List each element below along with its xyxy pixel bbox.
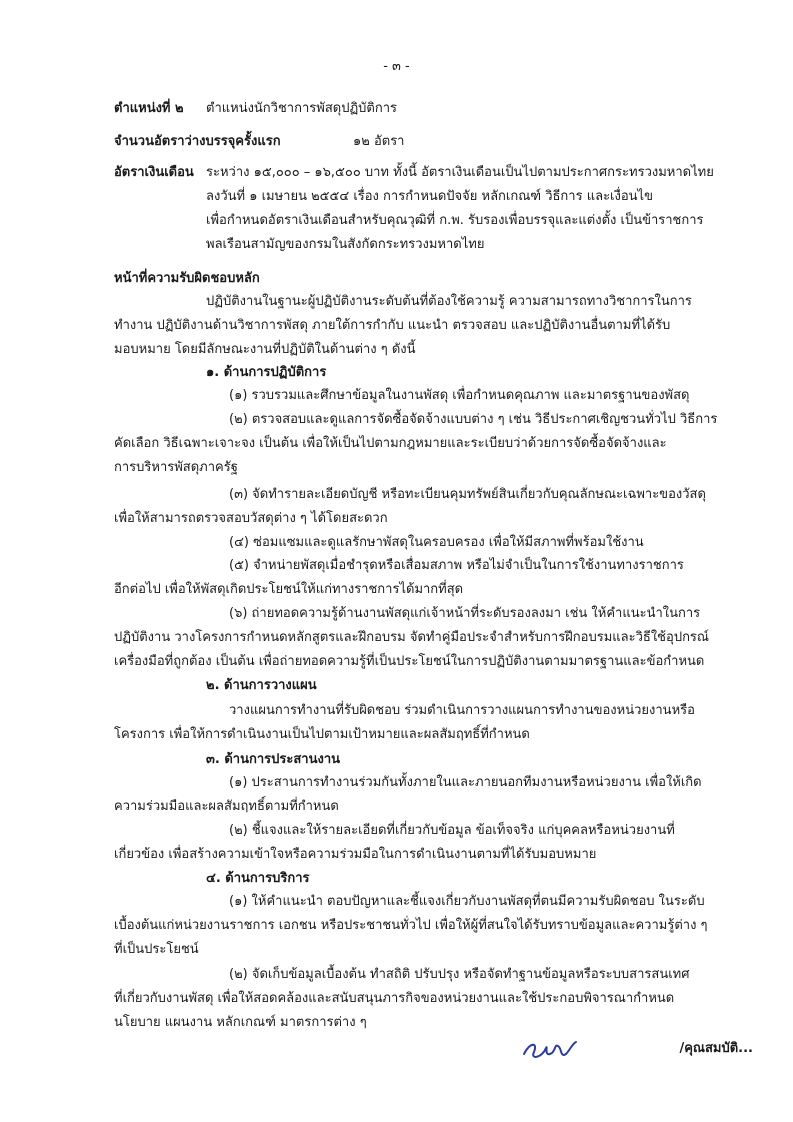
- section-planning-heading: ๒. ด้านการวางแผน: [206, 678, 317, 693]
- salary-line: เพื่อกำหนดอัตราเงินเดือนสำหรับคุณวุฒิที่ ก.พ. รับรองเพื่อบรรจุและแต่งตั้ง เป็นข้าราชการ: [206, 213, 704, 228]
- section-coordination-heading: ๓. ด้านการประสานงาน: [206, 752, 341, 767]
- page-number: - ๓ -: [383, 59, 410, 74]
- operations-item: (๕) จำหน่ายพัสดุเมื่อชำรุดหรือเสื่อมสภาพ หรือไม่จำเป็นในการใช้งานทางราชการ: [229, 558, 684, 573]
- planning-item: โครงการ เพื่อให้การดำเนินงานเป็นไปตามเป้าหมายและผลสัมฤทธิ์ที่กำหนด: [114, 727, 530, 742]
- operations-item: (๖) ถ่ายทอดความรู้ด้านงานพัสดุแก่เจ้าหน้าที่ระดับรองลงมา เช่น ให้คำแนะนำในการ: [229, 606, 701, 621]
- service-item: (๑) ให้คำแนะนำ ตอบปัญหาและชี้แจงเกี่ยวกับงานพัสดุที่ตนมีความรับผิดชอบ ในระดับ: [229, 894, 705, 909]
- vacancies-value: ๑๒ อัตรา: [353, 134, 405, 149]
- operations-item: (๓) จัดทำรายละเอียดบัญชี หรือทะเบียนคุมทรัพย์สินเกี่ยวกับคุณลักษณะเฉพาะของวัสดุ: [229, 487, 706, 502]
- operations-item: คัดเลือก วิธีเฉพาะเจาะจง เป็นต้น เพื่อให้เป็นไปตามกฎหมายและระเบียบว่าด้วยการจัดซื้อจัดจ้างและ: [114, 436, 667, 451]
- vacancies-label: จำนวนอัตราว่างบรรจุครั้งแรก: [114, 134, 281, 149]
- operations-item: เพื่อให้สามารถตรวจสอบวัสดุต่าง ๆ ได้โดยสะดวก: [114, 511, 388, 526]
- operations-item: (๔) ซ่อมแซมและดูแลรักษาพัสดุในครอบครอง เพื่อให้มีสภาพที่พร้อมใช้งาน: [229, 535, 644, 550]
- duties-intro-line: ทำงาน ปฏิบัติงานด้านวิชาการพัสดุ ภายใต้การกำกับ แนะนำ ตรวจสอบ และปฏิบัติงานอื่นตามที่ได้รับ: [114, 318, 671, 333]
- duties-intro-line: มอบหมาย โดยมีลักษณะงานที่ปฏิบัติในด้านต่าง ๆ ดังนี้: [114, 342, 416, 357]
- section-operations-heading: ๑. ด้านการปฏิบัติการ: [206, 365, 327, 380]
- coordination-item: เกี่ยวข้อง เพื่อสร้างความเข้าใจหรือความร่วมมือในการดำเนินงานตามที่ได้รับมอบหมาย: [114, 847, 597, 862]
- position-value: ตำแหน่งนักวิชาการพัสดุปฏิบัติการ: [206, 101, 398, 116]
- operations-item: (๑) รวบรวมและศึกษาข้อมูลในงานพัสดุ เพื่อกำหนดคุณภาพ และมาตรฐานของพัสดุ: [229, 388, 690, 403]
- section-service-heading: ๔. ด้านการบริการ: [206, 871, 310, 886]
- operations-item: ปฏิบัติงาน วางโครงการกำหนดหลักสูตรและฝึกอบรม จัดทำคู่มือประจำสำหรับการฝึกอบรมและวิธีใช้อุปกรณ์: [114, 630, 709, 645]
- salary-line: ลงวันที่ ๑ เมษายน ๒๕๕๔ เรื่อง การกำหนดปัจจัย หลักเกณฑ์ วิธีการ และเงื่อนไข: [206, 189, 653, 204]
- duties-heading: หน้าที่ความรับผิดชอบหลัก: [114, 271, 260, 286]
- operations-item: อีกต่อไป เพื่อให้พัสดุเกิดประโยชน์ให้แก่ทางราชการได้มากที่สุด: [114, 582, 464, 597]
- operations-item: (๒) ตรวจสอบและดูแลการจัดซื้อจัดจ้างแบบต่าง ๆ เช่น วิธีประกาศเชิญชวนทั่วไป วิธีการ: [229, 412, 718, 427]
- operations-item: การบริหารพัสดุภาครัฐ: [114, 460, 238, 475]
- service-item: ที่เกี่ยวกับงานพัสดุ เพื่อให้สอดคล้องและสนับสนุนภารกิจของหน่วยงานและใช้ประกอบพิจารณากำหนด: [114, 991, 675, 1006]
- continuation-marker: /คุณสมบัติ...: [679, 1041, 753, 1056]
- coordination-item: (๑) ประสานการทำงานร่วมกันทั้งภายในและภายนอกทีมงานหรือหน่วยงาน เพื่อให้เกิด: [229, 775, 702, 790]
- coordination-item: ความร่วมมือและผลสัมฤทธิ์ตามที่กำหนด: [114, 799, 339, 814]
- salary-line: ระหว่าง ๑๕,๐๐๐ – ๑๖,๕๐๐ บาท ทั้งนี้ อัตราเงินเดือนเป็นไปตามประกาศกระทรวงมหาดไทย: [206, 165, 714, 180]
- service-item: (๒) จัดเก็บข้อมูลเบื้องต้น ทำสถิติ ปรับปรุง หรือจัดทำฐานข้อมูลหรือระบบสารสนเทศ: [229, 967, 690, 982]
- salary-label: อัตราเงินเดือน: [114, 165, 194, 180]
- service-item: ที่เป็นประโยชน์: [114, 942, 199, 957]
- service-item: เบื้องต้นแก่หน่วยงานราชการ เอกชน หรือประชาชนทั่วไป เพื่อให้ผู้ที่สนใจได้รับทราบข้อมูลและความรู้ต่าง ๆ: [114, 918, 708, 933]
- coordination-item: (๒) ชี้แจงและให้รายละเอียดที่เกี่ยวกับข้อมูล ข้อเท็จจริง แก่บุคคลหรือหน่วยงานที่: [229, 823, 675, 838]
- service-item: นโยบาย แผนงาน หลักเกณฑ์ มาตรการต่าง ๆ: [114, 1015, 367, 1030]
- operations-item: เครื่องมือที่ถูกต้อง เป็นต้น เพื่อถ่ายทอดความรู้ที่เป็นประโยชน์ในการปฏิบัติงานตามมาตรฐานและข้อกำหนด: [114, 654, 705, 669]
- duties-intro-line: ปฏิบัติงานในฐานะผู้ปฏิบัติงานระดับต้นที่ต้องใช้ความรู้ ความสามารถทางวิชาการในการ: [206, 294, 692, 309]
- salary-line: พลเรือนสามัญของกรมในสังกัดกระทรวงมหาดไทย: [206, 237, 485, 252]
- position-label: ตำแหน่งที่ ๒: [114, 101, 184, 116]
- planning-item: วางแผนการทำงานที่รับผิดชอบ ร่วมดำเนินการวางแผนการทำงานของหน่วยงานหรือ: [229, 703, 695, 718]
- signature-initials: [520, 1034, 580, 1064]
